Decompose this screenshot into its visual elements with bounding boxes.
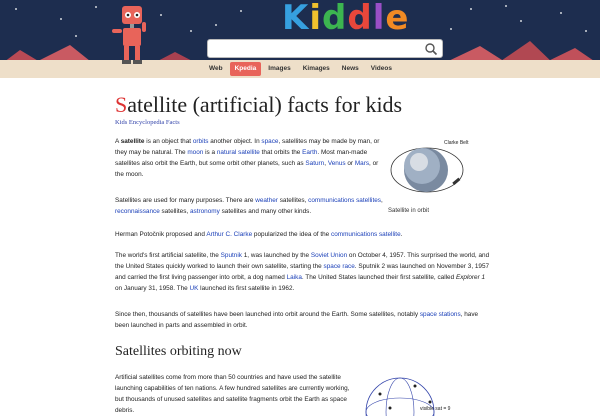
article-link[interactable]: moon bbox=[187, 149, 204, 156]
paragraph-history-intro bbox=[115, 229, 495, 240]
article-link[interactable]: space race bbox=[323, 263, 355, 270]
article-link[interactable]: space bbox=[261, 138, 279, 145]
star bbox=[215, 24, 217, 26]
paragraph-orbiting bbox=[115, 372, 360, 416]
star bbox=[520, 20, 522, 22]
logo-letter: K bbox=[282, 0, 310, 38]
section-heading-orbiting: Satellites orbiting now bbox=[115, 344, 242, 359]
term-explorer-1: Explorer 1 bbox=[455, 274, 486, 281]
page-subtitle: Kids Encyclopedia Facts bbox=[115, 119, 180, 126]
article-text: . The United States launched their first satellite, called bbox=[301, 274, 456, 281]
star bbox=[450, 28, 452, 30]
figure-caption: Satellite in orbit bbox=[388, 208, 430, 214]
star bbox=[560, 12, 562, 14]
article-text: A bbox=[115, 138, 121, 145]
article-link[interactable]: natural satellite bbox=[216, 149, 260, 156]
article-link[interactable]: Venus bbox=[327, 160, 346, 167]
logo-letter: i bbox=[309, 0, 323, 38]
tab-images[interactable]: Images bbox=[268, 65, 291, 72]
logo-letter: d bbox=[322, 0, 348, 38]
tab-news[interactable]: News bbox=[341, 65, 359, 72]
article-text: , satellites may be made by man, or they may be natural. The bbox=[115, 138, 380, 156]
article-link[interactable]: Arthur C. Clarke bbox=[206, 231, 253, 238]
article-link[interactable]: reconnaissance bbox=[115, 208, 160, 215]
star bbox=[190, 30, 192, 32]
star bbox=[15, 8, 17, 10]
kiddle-logo[interactable] bbox=[282, 0, 409, 36]
satellite-in-orbit-image[interactable] bbox=[388, 132, 469, 204]
article-text: another object. In bbox=[208, 138, 262, 145]
article-text: Satellites are used for many purposes. There are bbox=[115, 197, 256, 204]
search-tabs bbox=[204, 62, 397, 76]
article-text: satellites, bbox=[277, 197, 309, 204]
logo-letter: l bbox=[372, 0, 386, 38]
article-link[interactable]: weather bbox=[255, 197, 278, 204]
article-link[interactable]: Soviet Union bbox=[310, 252, 348, 259]
article-text: , or the moon. bbox=[115, 160, 379, 178]
article-link[interactable]: Laika bbox=[286, 274, 302, 281]
article-link[interactable]: Sputnik bbox=[220, 252, 242, 259]
star bbox=[470, 8, 472, 10]
star bbox=[75, 35, 77, 37]
tab-kimages[interactable]: Kimages bbox=[302, 65, 330, 72]
article-link[interactable]: astronomy bbox=[189, 208, 220, 215]
clarke-belt-label: Clarke Belt bbox=[444, 140, 469, 146]
article-text: on October 4, 1957. This surprised the world, and the United States quickly worked to launch their own satellite, starting the bbox=[115, 252, 490, 270]
tab-videos[interactable]: Videos bbox=[370, 65, 392, 72]
article bbox=[115, 92, 495, 126]
tab-web[interactable]: Web bbox=[209, 65, 223, 72]
article-text: on January 31, 1958. The bbox=[115, 285, 190, 292]
article-text: satellites and many other kinds. bbox=[219, 208, 312, 215]
article-link[interactable]: Mars bbox=[354, 160, 370, 167]
robot-mascot-icon bbox=[108, 4, 156, 74]
article-link[interactable]: communications satellite bbox=[331, 231, 401, 238]
search-input[interactable] bbox=[208, 42, 431, 59]
article-text: . Sputnik 2 was launched on November 3, 1957 and carried the first living passenger into orbit, a dog named bbox=[115, 263, 490, 281]
article-text: 1, was launched by the bbox=[241, 252, 311, 259]
article-link[interactable]: Saturn bbox=[305, 160, 325, 167]
article-text: , bbox=[324, 160, 328, 167]
article-text: Herman Potočnik proposed and bbox=[115, 231, 207, 238]
satellites-orbiting-image[interactable] bbox=[360, 372, 460, 412]
star bbox=[60, 18, 62, 20]
term-satellite: satellite bbox=[120, 138, 145, 145]
paragraph-since bbox=[115, 309, 493, 331]
article-text: . Most man-made satellites also orbit the Earth, but some orbit other planets, such as bbox=[115, 149, 368, 167]
article-text: or bbox=[345, 160, 355, 167]
article-link[interactable]: Earth bbox=[302, 149, 318, 156]
article-link[interactable]: space stations bbox=[419, 311, 461, 318]
article-text: popularized the idea of the bbox=[252, 231, 332, 238]
star bbox=[240, 10, 242, 12]
article-text: The world's first artificial satellite, the bbox=[115, 252, 221, 259]
article-text: . bbox=[400, 231, 403, 238]
article-text: that orbits the bbox=[259, 149, 303, 156]
star bbox=[505, 5, 507, 7]
article-text: , bbox=[380, 197, 383, 204]
paragraph-history bbox=[115, 250, 493, 294]
search-box bbox=[207, 39, 443, 58]
site-header bbox=[0, 0, 600, 78]
article-text: Artificial satellites come from more than 50 countries and have used the satellite launching capabilities of ten nations. A few hundred satellites are currently working, but thousands of unused satellites and satellite fragments orbit the Earth as space debris. bbox=[115, 374, 350, 414]
article-text: satellites, bbox=[159, 208, 190, 215]
article-text: is an object that bbox=[144, 138, 193, 145]
paragraph-intro bbox=[115, 136, 383, 180]
page-title: Satellite (artificial) facts for kids bbox=[115, 92, 403, 117]
star bbox=[160, 14, 162, 16]
article-text: Since then, thousands of satellites have been launched into orbit around the Earth. Some satellites, notably bbox=[115, 311, 420, 318]
star bbox=[95, 6, 97, 8]
article-text: is a bbox=[203, 149, 217, 156]
article-link[interactable]: orbits bbox=[192, 138, 209, 145]
logo-letter: e bbox=[385, 0, 410, 38]
article-text: launched its first satellite in 1962. bbox=[198, 285, 295, 292]
article-link[interactable]: communications satellites bbox=[308, 197, 381, 204]
tab-kpedia[interactable]: Kpedia bbox=[230, 62, 262, 76]
search-icon[interactable] bbox=[424, 42, 438, 56]
article-text: , have been launched in parts and assembled in orbit. bbox=[115, 311, 479, 329]
logo-letter: d bbox=[347, 0, 373, 38]
article-link[interactable]: UK bbox=[189, 285, 199, 292]
visible-sat-label: visible sat = 9 bbox=[420, 406, 451, 412]
paragraph-uses bbox=[115, 195, 383, 217]
star bbox=[585, 30, 587, 32]
